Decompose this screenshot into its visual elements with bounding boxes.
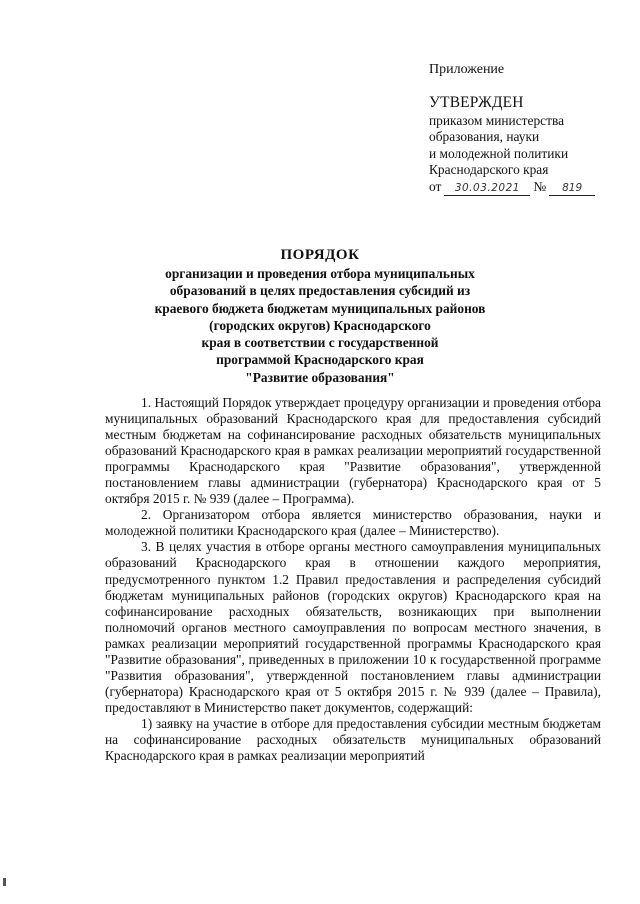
- approved-line: образования, науки: [429, 129, 540, 145]
- title-line: (городских округов) Краснодарского: [209, 317, 431, 333]
- order-line: [429, 179, 595, 196]
- handwritten-order-number: 819: [549, 182, 595, 196]
- paragraph-3: 3. В целях участия в отборе органы местного самоуправления муниципальных образований Краснодарского края в отношении каждого мероприятия, предусмотренного пунктом 1.2 Правил предоставления и распределения субсидий бюджетам муниципальных районов (городских округов) Краснодарского края на софинансирование расходных обязательств, возникающих при выполнении полномочий органов местного самоуправления по вопросам местного значения, в рамках реализации мероприятий государственной программы Краснодарского края "Развитие образования", приведенных в приложении 10 к государственной программе "Развития образования", утвержденной постановлением главы администрации (губернатора) Краснодарского края от 5 октября 2015 г. № 939 (далее – Правила), предоставляют в Министерство пакет документов, содержащий:: [105, 539, 601, 715]
- order-number-sign: №: [533, 178, 547, 194]
- title-line: края в соответствии с государственной: [201, 335, 439, 351]
- appendix-label: Приложение: [429, 62, 505, 77]
- order-from-label: от: [429, 178, 442, 194]
- title-line: организации и проведения отбора муниципальных: [165, 266, 475, 281]
- handwritten-order-date: 30.03.2021: [444, 182, 530, 196]
- title-line: программой Краснодарского края: [216, 352, 424, 368]
- approved-heading: УТВЕРЖДЕН: [429, 94, 524, 111]
- approved-line: Краснодарского края: [429, 162, 549, 178]
- document-body: [105, 395, 601, 764]
- title-line: образований в целях предоставления субсидий из: [169, 283, 471, 299]
- scan-mark: [3, 878, 6, 886]
- document-title: ПОРЯДОК: [280, 247, 360, 263]
- document-title-block: [0, 245, 640, 386]
- title-line: краевого бюджета бюджетам муниципальных районов: [154, 300, 486, 316]
- paragraph-1: 1. Настоящий Порядок утверждает процедуру организации и проведения отбора муниципальных образований Краснодарского края для предоставления субсидий местным бюджетам на софинансирование расходных обязательств муниципальных образований Краснодарского края в рамках реализации мероприятий государственной программы Краснодарского края "Развитие образования", утвержденной постановлением главы администрации (губернатора) Краснодарского края от 5 октября 2015 г. № 939 (далее – Программа).: [105, 395, 601, 507]
- paragraph-2: 2. Организатором отбора является министерство образования, науки и молодежной политики Краснодарского края (далее – Министерство).: [105, 507, 601, 539]
- title-line: "Развитие образования": [245, 369, 395, 385]
- approved-line: и молодежной политики: [429, 145, 569, 161]
- approval-block: [429, 95, 595, 196]
- approved-line: приказом министерства: [429, 112, 565, 128]
- paragraph-3-item-1: 1) заявку на участие в отборе для предоставления субсидии местным бюджетам на софинансирование расходных обязательств муниципальных образований Краснодарского края в рамках реализации мероприятий: [105, 715, 601, 764]
